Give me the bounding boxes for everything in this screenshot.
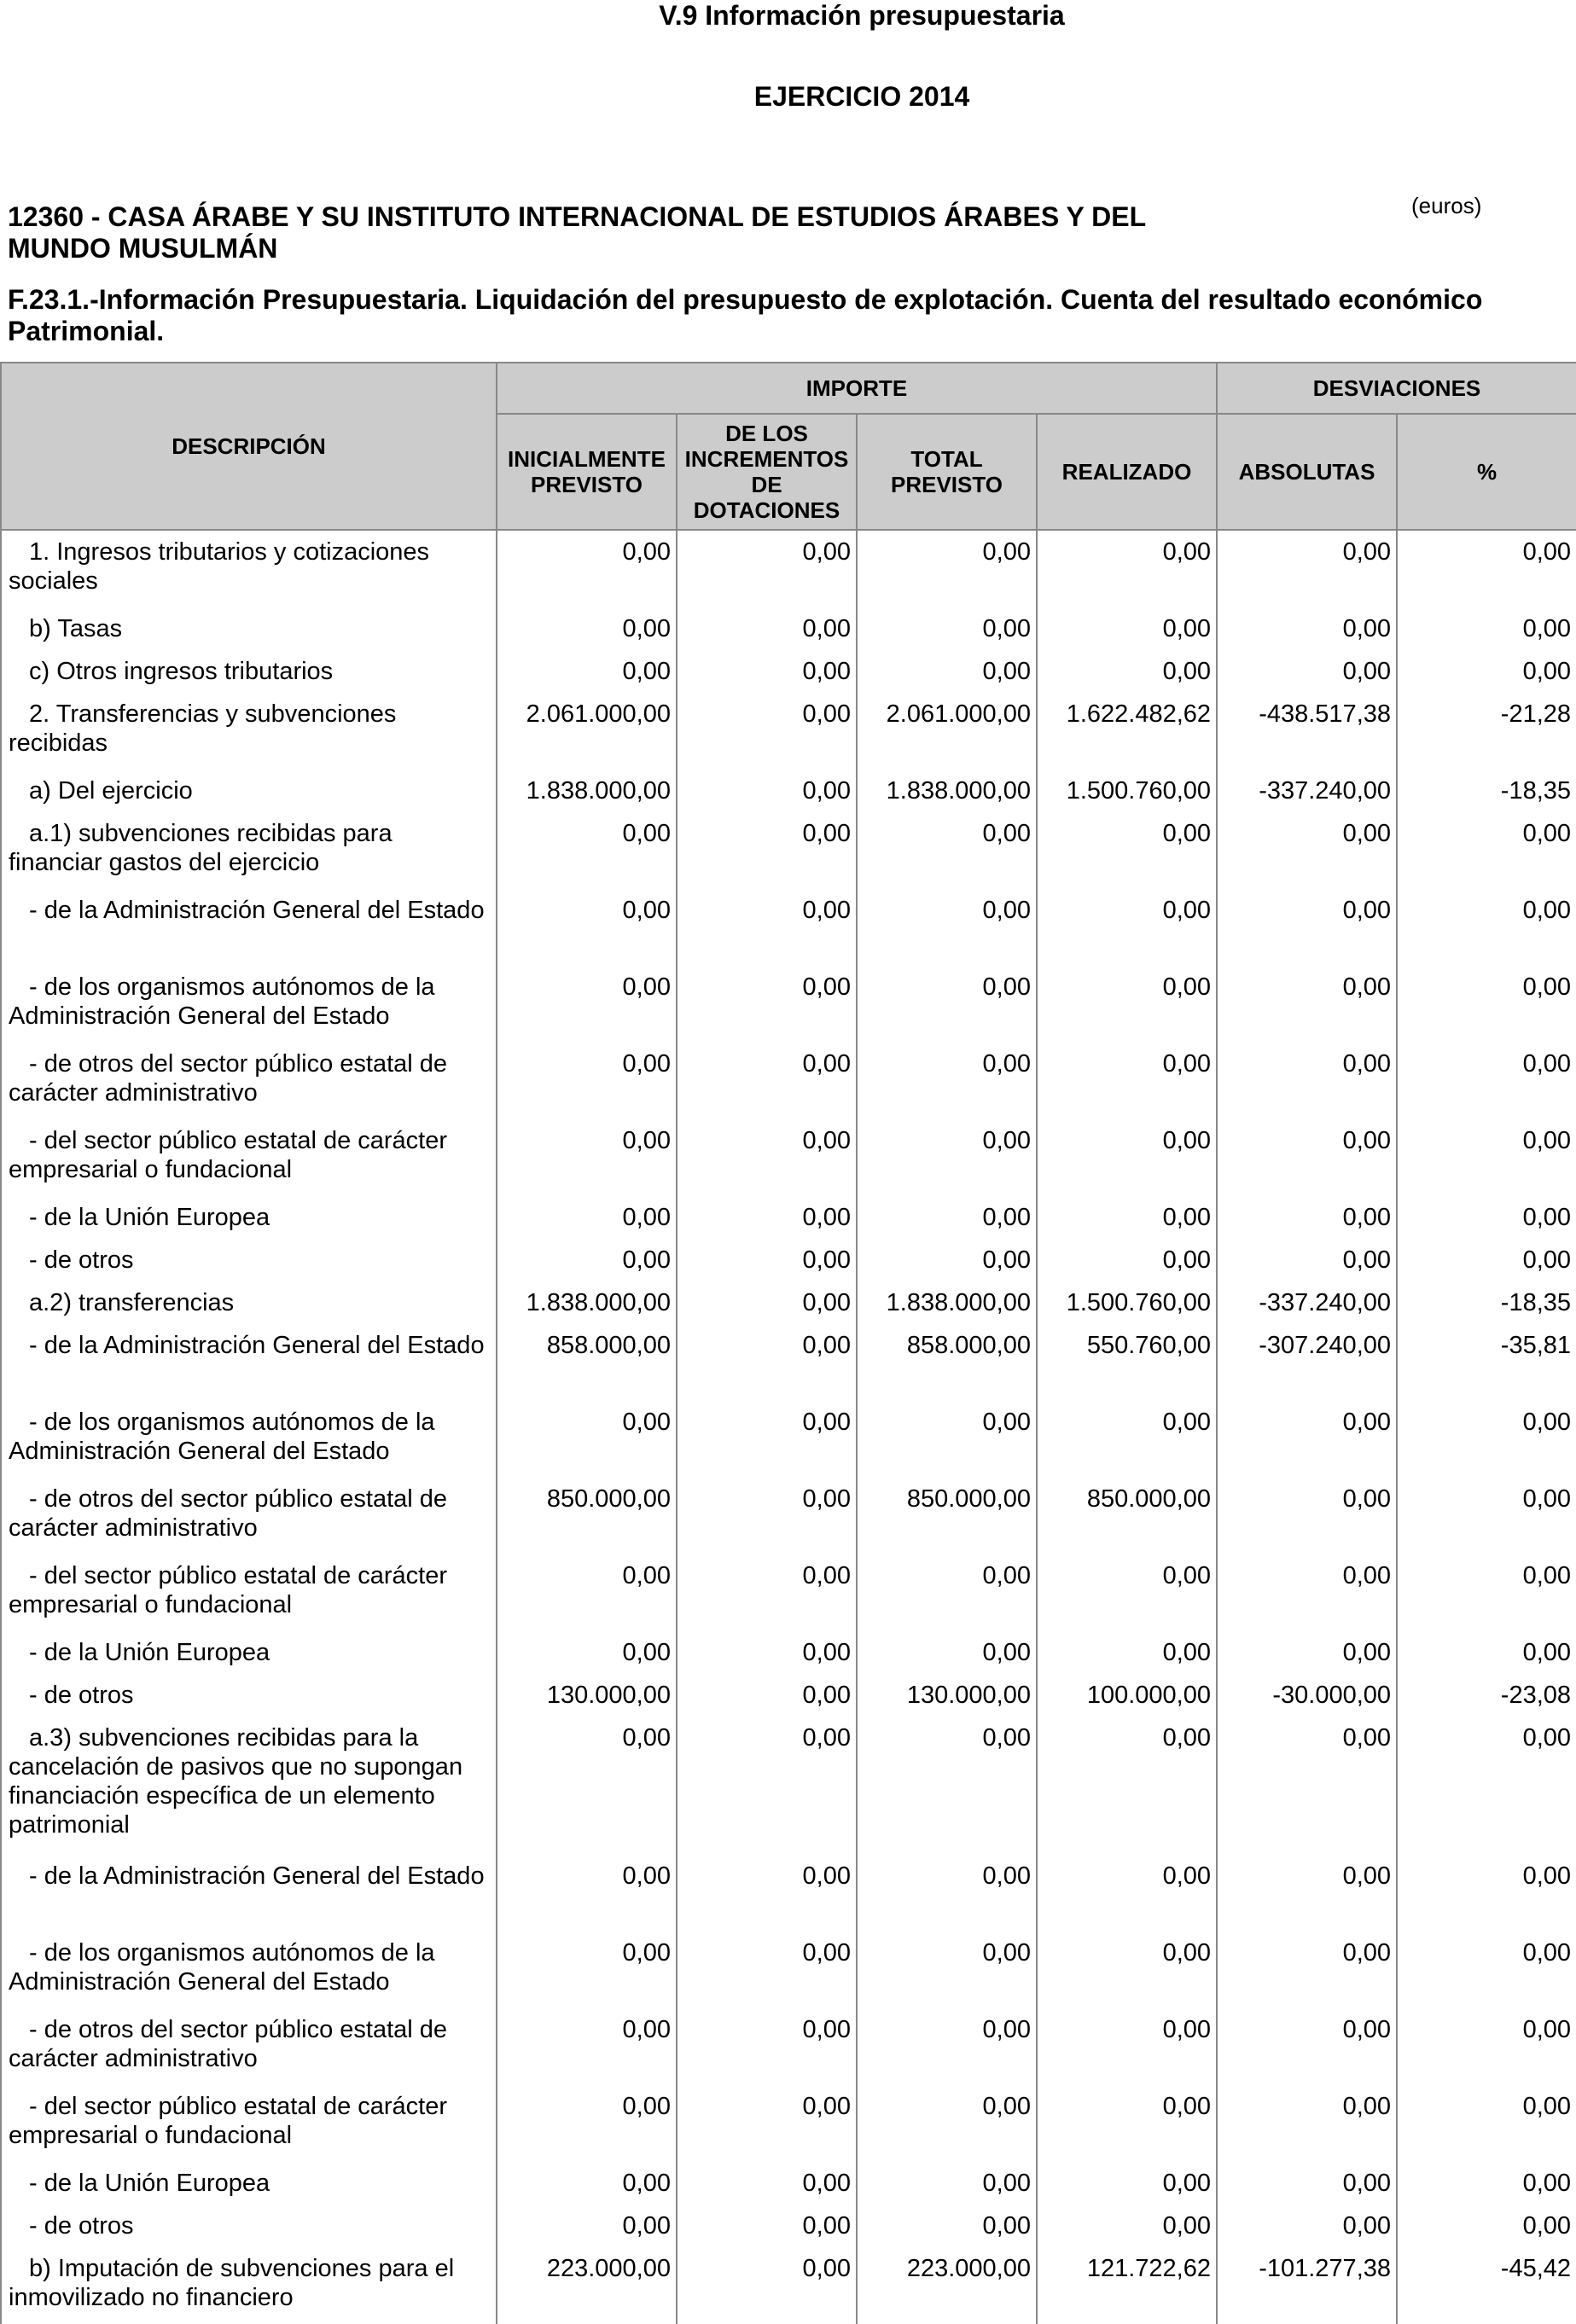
cell-porcentaje: -18,35	[1397, 1281, 1576, 1324]
cell-incrementos: 0,00	[677, 1855, 857, 1932]
cell-incrementos: 0,00	[677, 770, 857, 812]
cell-total-previsto: 223.000,00	[857, 2247, 1037, 2324]
cell-absolutas: 0,00	[1217, 1196, 1397, 1239]
cell-total-previsto: 0,00	[857, 1239, 1037, 1281]
cell-porcentaje: 0,00	[1397, 1043, 1576, 1119]
cell-total-previsto: 0,00	[857, 1932, 1037, 2008]
row-description	[1, 1281, 497, 1324]
table-row	[1, 1196, 1576, 1239]
cell-inicialmente-previsto: 2.061.000,00	[497, 693, 677, 770]
cell-inicialmente-previsto: 0,00	[497, 1631, 677, 1674]
row-description	[1, 2162, 497, 2205]
row-description	[1, 530, 497, 607]
section-title: V.9 Información presupuestaria	[659, 0, 1065, 31]
cell-incrementos: 0,00	[677, 650, 857, 693]
cell-incrementos: 0,00	[677, 530, 857, 607]
cell-porcentaje: 0,00	[1397, 1196, 1576, 1239]
row-description-text: a.2) transferencias	[29, 1289, 235, 1316]
cell-realizado: 0,00	[1037, 1043, 1217, 1119]
row-description-text: - de la Administración General del Estado	[29, 1332, 485, 1359]
row-description-text: - del sector público estatal de carácter empresarial o fundacional	[9, 2093, 448, 2149]
cell-total-previsto: 0,00	[857, 1717, 1037, 1855]
cell-total-previsto: 2.061.000,00	[857, 693, 1037, 770]
cell-realizado: 0,00	[1037, 812, 1217, 889]
row-description-text: - de otros	[29, 2212, 134, 2240]
row-description	[1, 1717, 497, 1855]
cell-porcentaje: 0,00	[1397, 1239, 1576, 1281]
cell-total-previsto: 0,00	[857, 889, 1037, 966]
cell-absolutas: 0,00	[1217, 607, 1397, 650]
cell-realizado: 0,00	[1037, 2085, 1217, 2162]
cell-total-previsto: 1.838.000,00	[857, 1281, 1037, 1324]
cell-porcentaje: 0,00	[1397, 966, 1576, 1043]
table-row	[1, 1401, 1576, 1478]
row-description	[1, 1196, 497, 1239]
row-description	[1, 1932, 497, 2008]
cell-porcentaje: -21,28	[1397, 693, 1576, 770]
col-incrementos: DE LOS INCREMENTOS DE DOTACIONES	[677, 414, 857, 530]
col-descripcion: DESCRIPCIÓN	[1, 363, 497, 530]
cell-realizado: 550.760,00	[1037, 1324, 1217, 1401]
exercise-title: EJERCICIO 2014	[753, 81, 970, 112]
cell-realizado: 0,00	[1037, 1239, 1217, 1281]
cell-porcentaje: 0,00	[1397, 1932, 1576, 2008]
cell-total-previsto: 0,00	[857, 1554, 1037, 1631]
cell-incrementos: 0,00	[677, 2162, 857, 2205]
table-row	[1, 1043, 1576, 1119]
cell-total-previsto: 0,00	[857, 1401, 1037, 1478]
row-description	[1, 2008, 497, 2085]
cell-total-previsto: 0,00	[857, 607, 1037, 650]
cell-total-previsto: 0,00	[857, 1196, 1037, 1239]
cell-incrementos: 0,00	[677, 812, 857, 889]
row-description-text: 1. Ingresos tributarios y cotizaciones sociales	[9, 538, 430, 595]
cell-incrementos: 0,00	[677, 1631, 857, 1674]
cell-absolutas: 0,00	[1217, 1401, 1397, 1478]
cell-inicialmente-previsto: 0,00	[497, 2085, 677, 2162]
col-porcentaje: %	[1397, 414, 1576, 530]
table-row	[1, 2162, 1576, 2205]
cell-absolutas: 0,00	[1217, 1717, 1397, 1855]
cell-inicialmente-previsto: 0,00	[497, 1717, 677, 1855]
table-row	[1, 2205, 1576, 2247]
cell-absolutas: 0,00	[1217, 530, 1397, 607]
cell-inicialmente-previsto: 850.000,00	[497, 1478, 677, 1554]
cell-realizado: 1.500.760,00	[1037, 1281, 1217, 1324]
cell-inicialmente-previsto: 130.000,00	[497, 1674, 677, 1717]
cell-porcentaje: 0,00	[1397, 2162, 1576, 2205]
cell-porcentaje: 0,00	[1397, 1554, 1576, 1631]
table-row	[1, 1717, 1576, 1855]
cell-realizado: 0,00	[1037, 1554, 1217, 1631]
cell-incrementos: 0,00	[677, 2008, 857, 2085]
table-row	[1, 1631, 1576, 1674]
cell-absolutas: 0,00	[1217, 889, 1397, 966]
cell-realizado: 1.622.482,62	[1037, 693, 1217, 770]
row-description	[1, 770, 497, 812]
row-description	[1, 650, 497, 693]
cell-absolutas: 0,00	[1217, 2008, 1397, 2085]
table-row	[1, 966, 1576, 1043]
col-inicialmente-previsto: INICIALMENTE PREVISTO	[497, 414, 677, 530]
cell-total-previsto: 0,00	[857, 530, 1037, 607]
cell-realizado: 0,00	[1037, 2162, 1217, 2205]
cell-total-previsto: 0,00	[857, 2162, 1037, 2205]
row-description	[1, 966, 497, 1043]
cell-absolutas: 0,00	[1217, 1239, 1397, 1281]
cell-incrementos: 0,00	[677, 1717, 857, 1855]
cell-porcentaje: 0,00	[1397, 1478, 1576, 1554]
cell-incrementos: 0,00	[677, 1119, 857, 1196]
cell-inicialmente-previsto: 0,00	[497, 1043, 677, 1119]
cell-incrementos: 0,00	[677, 2247, 857, 2324]
cell-porcentaje: 0,00	[1397, 607, 1576, 650]
row-description-text: - de la Unión Europea	[29, 2170, 270, 2197]
cell-inicialmente-previsto: 0,00	[497, 1401, 677, 1478]
row-description	[1, 1674, 497, 1717]
row-description-text: - del sector público estatal de carácter empresarial o fundacional	[9, 1127, 448, 1183]
cell-realizado: 0,00	[1037, 607, 1217, 650]
cell-inicialmente-previsto: 0,00	[497, 1239, 677, 1281]
cell-porcentaje: 0,00	[1397, 2085, 1576, 2162]
row-description-text: - de otros del sector público estatal de carácter administrativo	[9, 1485, 448, 1542]
row-description	[1, 2085, 497, 2162]
cell-incrementos: 0,00	[677, 1401, 857, 1478]
row-description-text: a.1) subvenciones recibidas para financiar gastos del ejercicio	[9, 820, 393, 876]
table-row	[1, 607, 1576, 650]
cell-porcentaje: 0,00	[1397, 650, 1576, 693]
cell-absolutas: -30.000,00	[1217, 1674, 1397, 1717]
cell-incrementos: 0,00	[677, 2085, 857, 2162]
cell-porcentaje: 0,00	[1397, 2008, 1576, 2085]
cell-realizado: 850.000,00	[1037, 1478, 1217, 1554]
entity-name: 12360 - CASA ÁRABE Y SU INSTITUTO INTERNACIONAL DE ESTUDIOS ÁRABES Y DEL MUNDO MUSULMÁN	[8, 201, 1146, 264]
cell-absolutas: 0,00	[1217, 1631, 1397, 1674]
cell-realizado: 1.500.760,00	[1037, 770, 1217, 812]
cell-total-previsto: 0,00	[857, 812, 1037, 889]
table-row	[1, 1119, 1576, 1196]
row-description	[1, 812, 497, 889]
cell-inicialmente-previsto: 0,00	[497, 2162, 677, 2205]
cell-porcentaje: -23,08	[1397, 1674, 1576, 1717]
cell-realizado: 100.000,00	[1037, 1674, 1217, 1717]
table-row	[1, 1239, 1576, 1281]
row-description-text: - de la Administración General del Estado	[29, 1862, 485, 1890]
cell-realizado: 121.722,62	[1037, 2247, 1217, 2324]
cell-incrementos: 0,00	[677, 2205, 857, 2247]
cell-absolutas: 0,00	[1217, 2162, 1397, 2205]
table-row	[1, 1855, 1576, 1932]
cell-absolutas: 0,00	[1217, 1119, 1397, 1196]
cell-total-previsto: 1.838.000,00	[857, 770, 1037, 812]
cell-total-previsto: 0,00	[857, 966, 1037, 1043]
row-description	[1, 1855, 497, 1932]
cell-total-previsto: 0,00	[857, 1043, 1037, 1119]
cell-absolutas: 0,00	[1217, 812, 1397, 889]
cell-absolutas: -337.240,00	[1217, 1281, 1397, 1324]
cell-absolutas: 0,00	[1217, 2085, 1397, 2162]
table-row	[1, 2247, 1576, 2324]
cell-realizado: 0,00	[1037, 2205, 1217, 2247]
cell-absolutas: 0,00	[1217, 1478, 1397, 1554]
cell-absolutas: 0,00	[1217, 1932, 1397, 2008]
table-row	[1, 889, 1576, 966]
cell-inicialmente-previsto: 858.000,00	[497, 1324, 677, 1401]
cell-inicialmente-previsto: 0,00	[497, 1855, 677, 1932]
row-description	[1, 693, 497, 770]
cell-incrementos: 0,00	[677, 889, 857, 966]
row-description-text: - de otros del sector público estatal de carácter administrativo	[9, 2016, 448, 2072]
row-description-text: - de otros	[29, 1682, 134, 1709]
cell-realizado: 0,00	[1037, 2008, 1217, 2085]
cell-inicialmente-previsto: 0,00	[497, 1196, 677, 1239]
cell-incrementos: 0,00	[677, 1324, 857, 1401]
col-realizado: REALIZADO	[1037, 414, 1217, 530]
cell-inicialmente-previsto: 1.838.000,00	[497, 1281, 677, 1324]
cell-inicialmente-previsto: 0,00	[497, 1119, 677, 1196]
group-desviaciones: DESVIACIONES	[1217, 363, 1576, 414]
group-importe: IMPORTE	[497, 363, 1217, 414]
cell-inicialmente-previsto: 0,00	[497, 1932, 677, 2008]
row-description-text: - de los organismos autónomos de la Administración General del Estado	[9, 1409, 435, 1465]
row-description-text: - de la Unión Europea	[29, 1204, 270, 1231]
cell-inicialmente-previsto: 0,00	[497, 889, 677, 966]
row-description	[1, 1478, 497, 1554]
table-row	[1, 770, 1576, 812]
cell-total-previsto: 130.000,00	[857, 1674, 1037, 1717]
table-row	[1, 1932, 1576, 2008]
cell-realizado: 0,00	[1037, 1717, 1217, 1855]
cell-absolutas: 0,00	[1217, 1855, 1397, 1932]
cell-total-previsto: 850.000,00	[857, 1478, 1037, 1554]
row-description	[1, 2247, 497, 2324]
cell-total-previsto: 0,00	[857, 1631, 1037, 1674]
cell-realizado: 0,00	[1037, 1196, 1217, 1239]
cell-inicialmente-previsto: 1.838.000,00	[497, 770, 677, 812]
cell-realizado: 0,00	[1037, 1401, 1217, 1478]
cell-absolutas: 0,00	[1217, 1554, 1397, 1631]
cell-total-previsto: 0,00	[857, 2205, 1037, 2247]
table-row	[1, 812, 1576, 889]
cell-porcentaje: -18,35	[1397, 770, 1576, 812]
row-description-text: a) Del ejercicio	[29, 777, 193, 805]
cell-porcentaje: -35,81	[1397, 1324, 1576, 1401]
row-description-text: - de los organismos autónomos de la Administración General del Estado	[9, 1939, 435, 1996]
cell-inicialmente-previsto: 0,00	[497, 2008, 677, 2085]
units-label: (euros)	[1411, 193, 1482, 218]
cell-incrementos: 0,00	[677, 693, 857, 770]
cell-absolutas: 0,00	[1217, 650, 1397, 693]
cell-total-previsto: 0,00	[857, 1855, 1037, 1932]
report-subtitle: F.23.1.-Información Presupuestaria. Liquidación del presupuesto de explotación. Cuenta del resultado económico Patrimonial.	[8, 284, 1483, 346]
table-row	[1, 2008, 1576, 2085]
col-total-previsto: TOTAL PREVISTO	[857, 414, 1037, 530]
cell-absolutas: -337.240,00	[1217, 770, 1397, 812]
table-row	[1, 2085, 1576, 2162]
cell-porcentaje: 0,00	[1397, 1401, 1576, 1478]
table-row	[1, 1554, 1576, 1631]
row-description-text: b) Imputación de subvenciones para el inmovilizado no financiero	[9, 2255, 455, 2311]
table-body	[1, 530, 1576, 2324]
cell-inicialmente-previsto: 0,00	[497, 1554, 677, 1631]
cell-incrementos: 0,00	[677, 607, 857, 650]
cell-porcentaje: 0,00	[1397, 2205, 1576, 2247]
cell-total-previsto: 0,00	[857, 2085, 1037, 2162]
table-row	[1, 693, 1576, 770]
table-row	[1, 650, 1576, 693]
cell-absolutas: 0,00	[1217, 2205, 1397, 2247]
col-absolutas: ABSOLUTAS	[1217, 414, 1397, 530]
cell-realizado: 0,00	[1037, 966, 1217, 1043]
row-description	[1, 1554, 497, 1631]
row-description-text: c) Otros ingresos tributarios	[29, 658, 334, 685]
row-description	[1, 1631, 497, 1674]
cell-porcentaje: -45,42	[1397, 2247, 1576, 2324]
cell-total-previsto: 0,00	[857, 650, 1037, 693]
table-row	[1, 1281, 1576, 1324]
row-description-text: - de otros	[29, 1246, 134, 1274]
cell-realizado: 0,00	[1037, 1119, 1217, 1196]
row-description	[1, 889, 497, 966]
cell-porcentaje: 0,00	[1397, 812, 1576, 889]
row-description	[1, 1239, 497, 1281]
row-description-text: - de la Administración General del Estado	[29, 897, 485, 924]
cell-porcentaje: 0,00	[1397, 1119, 1576, 1196]
cell-absolutas: -307.240,00	[1217, 1324, 1397, 1401]
row-description-text: 2. Transferencias y subvenciones recibidas	[9, 700, 397, 757]
cell-incrementos: 0,00	[677, 1554, 857, 1631]
cell-incrementos: 0,00	[677, 1043, 857, 1119]
table-row	[1, 1478, 1576, 1554]
row-description-text: - de otros del sector público estatal de carácter administrativo	[9, 1050, 448, 1107]
cell-incrementos: 0,00	[677, 1478, 857, 1554]
cell-porcentaje: 0,00	[1397, 1855, 1576, 1932]
cell-total-previsto: 858.000,00	[857, 1324, 1037, 1401]
row-description	[1, 1401, 497, 1478]
cell-inicialmente-previsto: 0,00	[497, 530, 677, 607]
cell-incrementos: 0,00	[677, 1281, 857, 1324]
row-description	[1, 1324, 497, 1401]
row-description-text: a.3) subvenciones recibidas para la cancelación de pasivos que no supongan financiación específica de un elemento patrimonial	[9, 1724, 463, 1839]
row-description	[1, 1119, 497, 1196]
row-description-text: b) Tasas	[29, 615, 123, 642]
table-row	[1, 1324, 1576, 1401]
row-description-text: - del sector público estatal de carácter empresarial o fundacional	[9, 1562, 448, 1618]
cell-realizado: 0,00	[1037, 1631, 1217, 1674]
cell-realizado: 0,00	[1037, 1932, 1217, 2008]
row-description	[1, 1043, 497, 1119]
cell-realizado: 0,00	[1037, 530, 1217, 607]
cell-incrementos: 0,00	[677, 1196, 857, 1239]
row-description-text: - de la Unión Europea	[29, 1639, 270, 1666]
cell-absolutas: 0,00	[1217, 966, 1397, 1043]
cell-realizado: 0,00	[1037, 889, 1217, 966]
cell-inicialmente-previsto: 0,00	[497, 966, 677, 1043]
table-row	[1, 530, 1576, 607]
cell-porcentaje: 0,00	[1397, 1717, 1576, 1855]
cell-total-previsto: 0,00	[857, 1119, 1037, 1196]
cell-absolutas: -101.277,38	[1217, 2247, 1397, 2324]
cell-porcentaje: 0,00	[1397, 530, 1576, 607]
cell-incrementos: 0,00	[677, 1932, 857, 2008]
row-description	[1, 607, 497, 650]
cell-inicialmente-previsto: 0,00	[497, 607, 677, 650]
cell-inicialmente-previsto: 223.000,00	[497, 2247, 677, 2324]
cell-porcentaje: 0,00	[1397, 1631, 1576, 1674]
cell-incrementos: 0,00	[677, 1674, 857, 1717]
row-description	[1, 2205, 497, 2247]
cell-realizado: 0,00	[1037, 650, 1217, 693]
budget-table	[0, 362, 1576, 2324]
cell-porcentaje: 0,00	[1397, 889, 1576, 966]
cell-incrementos: 0,00	[677, 1239, 857, 1281]
table-row	[1, 1674, 1576, 1717]
cell-absolutas: -438.517,38	[1217, 693, 1397, 770]
row-description-text: - de los organismos autónomos de la Administración General del Estado	[9, 973, 435, 1030]
cell-inicialmente-previsto: 0,00	[497, 2205, 677, 2247]
cell-inicialmente-previsto: 0,00	[497, 812, 677, 889]
cell-total-previsto: 0,00	[857, 2008, 1037, 2085]
cell-realizado: 0,00	[1037, 1855, 1217, 1932]
cell-inicialmente-previsto: 0,00	[497, 650, 677, 693]
cell-incrementos: 0,00	[677, 966, 857, 1043]
cell-absolutas: 0,00	[1217, 1043, 1397, 1119]
